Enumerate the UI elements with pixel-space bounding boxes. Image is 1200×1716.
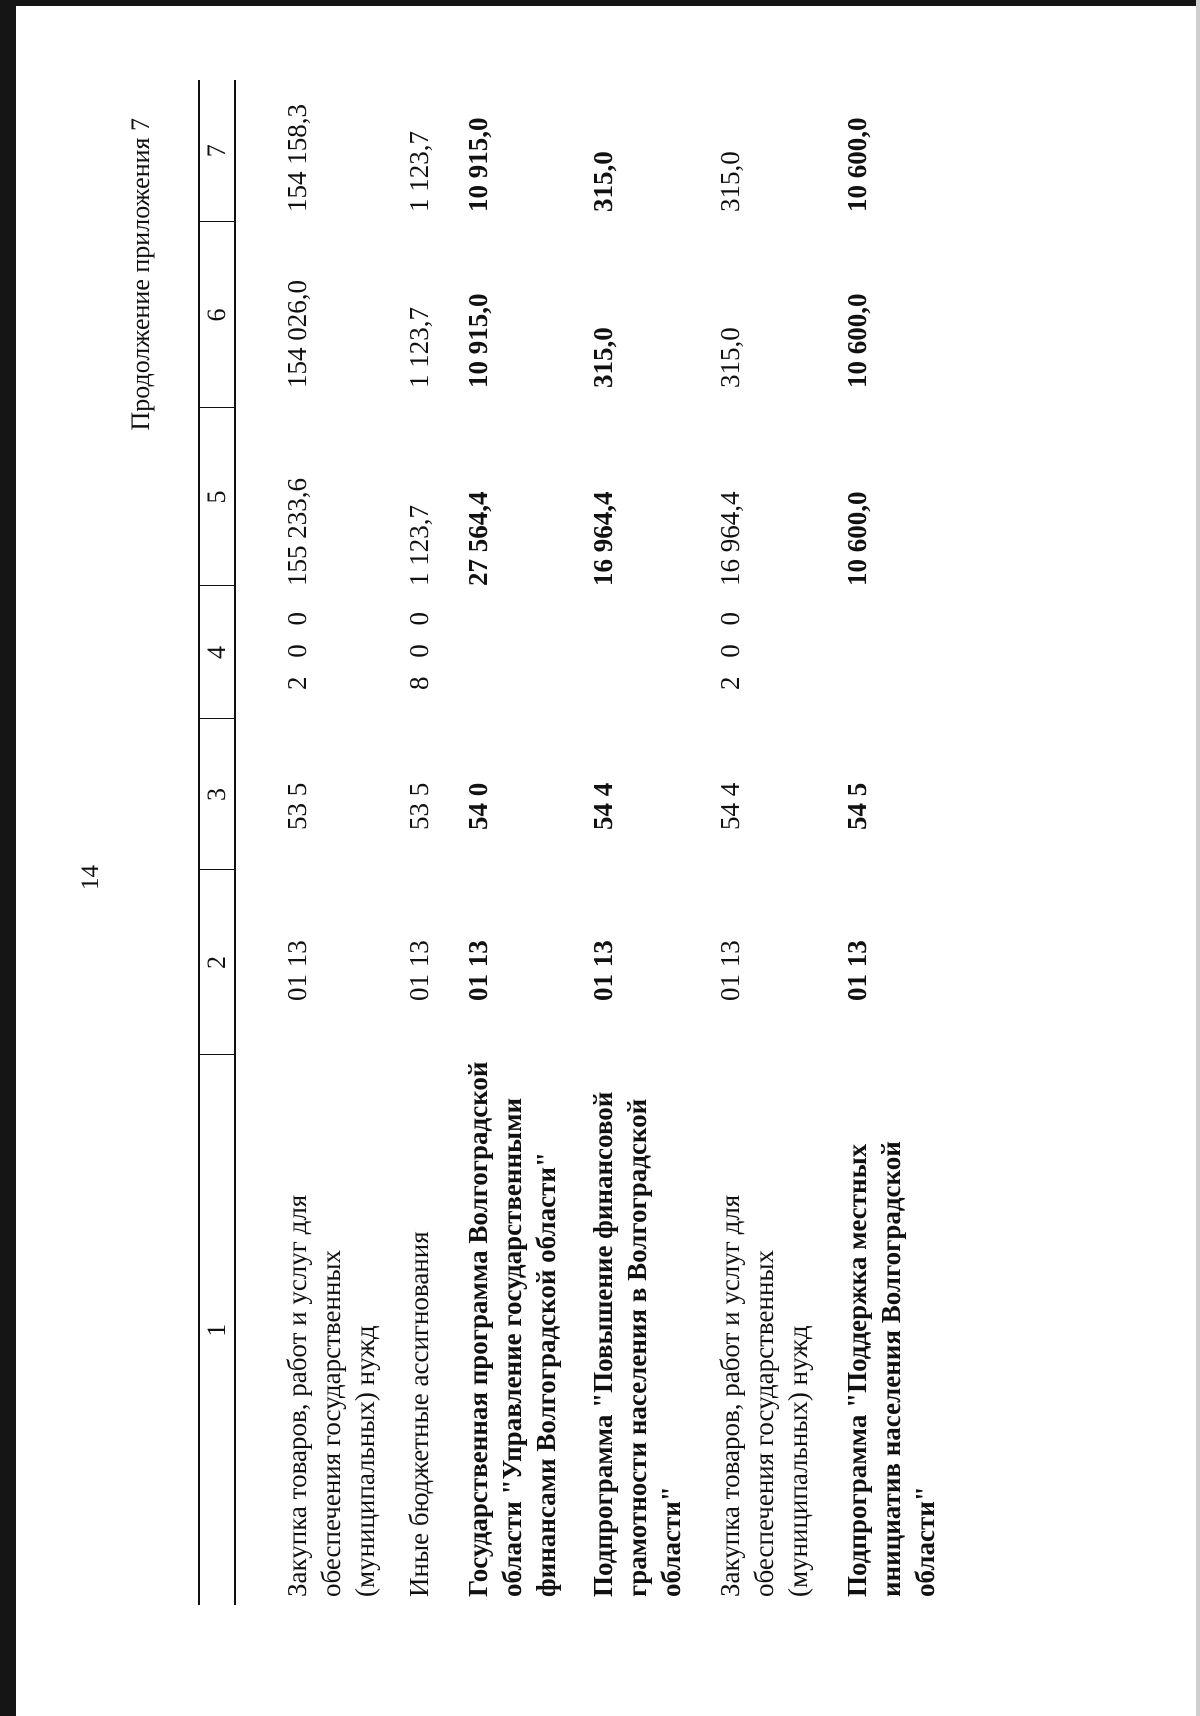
row-amount-7: 1 123,7 bbox=[404, 131, 434, 212]
column-number-4: 4 bbox=[199, 586, 235, 719]
table-row bbox=[235, 80, 382, 1605]
table-row bbox=[436, 80, 563, 1605]
table-row bbox=[688, 80, 815, 1605]
row-section-code: 01 13 bbox=[404, 940, 434, 1001]
row-target-code: 54 0 bbox=[463, 782, 493, 830]
table-row bbox=[563, 80, 688, 1605]
row-amount-5: 27 564,4 bbox=[463, 491, 493, 586]
row-target-code: 54 4 bbox=[715, 782, 745, 830]
row-expense-type bbox=[563, 586, 688, 719]
table-row bbox=[815, 80, 942, 1605]
row-expense-type bbox=[815, 586, 942, 719]
row-name: Государственная программа Волгоградской области "Управление государственными финансами Волгоградской области" bbox=[463, 1061, 561, 1597]
row-name: Иные бюджетные ассигнования bbox=[404, 1231, 434, 1597]
row-section-code: 01 13 bbox=[588, 940, 618, 1001]
continuation-heading: Продолжение приложения 7 bbox=[126, 118, 155, 431]
row-target-code: 54 5 bbox=[842, 782, 872, 830]
row-amount-6: 10 600,0 bbox=[842, 293, 872, 388]
row-amount-6: 154 026,0 bbox=[282, 280, 312, 388]
row-name: Подпрограмма "Повышение финансовой грамотности населения в Волгоградской области" bbox=[588, 1091, 686, 1597]
row-expense-type: 2 0 0 bbox=[715, 606, 745, 690]
row-amount-5: 1 123,7 bbox=[404, 505, 434, 586]
row-amount-5: 16 964,4 bbox=[715, 491, 745, 586]
row-expense-type: 8 0 0 bbox=[404, 606, 434, 690]
row-name: Закупка товаров, работ и услуг для обеспечения государственных (муниципальных) нужд bbox=[282, 1194, 380, 1597]
row-amount-7: 315,0 bbox=[588, 151, 618, 212]
row-amount-5: 10 600,0 bbox=[842, 491, 872, 586]
row-section-code: 01 13 bbox=[715, 940, 745, 1001]
row-amount-5: 155 233,6 bbox=[282, 478, 312, 586]
row-amount-7: 154 158,3 bbox=[282, 104, 312, 212]
row-amount-6: 1 123,7 bbox=[404, 307, 434, 388]
row-amount-6: 315,0 bbox=[588, 327, 618, 388]
row-name: Подпрограмма "Поддержка местных инициатив населения Волгоградской области" bbox=[842, 1141, 940, 1597]
row-section-code: 01 13 bbox=[463, 940, 493, 1001]
row-amount-7: 315,0 bbox=[715, 151, 745, 212]
budget-table bbox=[198, 80, 942, 1605]
row-section-code: 01 13 bbox=[842, 940, 872, 1001]
page-number: 14 bbox=[77, 865, 104, 890]
row-name: Закупка товаров, работ и услуг для обеспечения государственных (муниципальных) нужд bbox=[715, 1194, 813, 1597]
column-number-6: 6 bbox=[199, 222, 235, 408]
table-row bbox=[382, 80, 436, 1605]
column-number-row bbox=[199, 80, 235, 1605]
row-amount-6: 10 915,0 bbox=[463, 293, 493, 388]
column-number-2: 2 bbox=[199, 870, 235, 1055]
row-target-code: 53 5 bbox=[282, 782, 312, 830]
row-amount-7: 10 915,0 bbox=[463, 117, 493, 212]
column-number-5: 5 bbox=[199, 408, 235, 586]
row-amount-7: 10 600,0 bbox=[842, 117, 872, 212]
row-target-code: 54 4 bbox=[588, 782, 618, 830]
row-amount-5: 16 964,4 bbox=[588, 491, 618, 586]
row-target-code: 53 5 bbox=[404, 782, 434, 830]
column-number-1: 1 bbox=[199, 1055, 235, 1605]
row-amount-6: 315,0 bbox=[715, 327, 745, 388]
column-number-3: 3 bbox=[199, 719, 235, 870]
row-expense-type: 2 0 0 bbox=[282, 606, 312, 690]
row-expense-type bbox=[436, 586, 563, 719]
row-section-code: 01 13 bbox=[282, 940, 312, 1001]
column-number-7: 7 bbox=[199, 80, 235, 222]
